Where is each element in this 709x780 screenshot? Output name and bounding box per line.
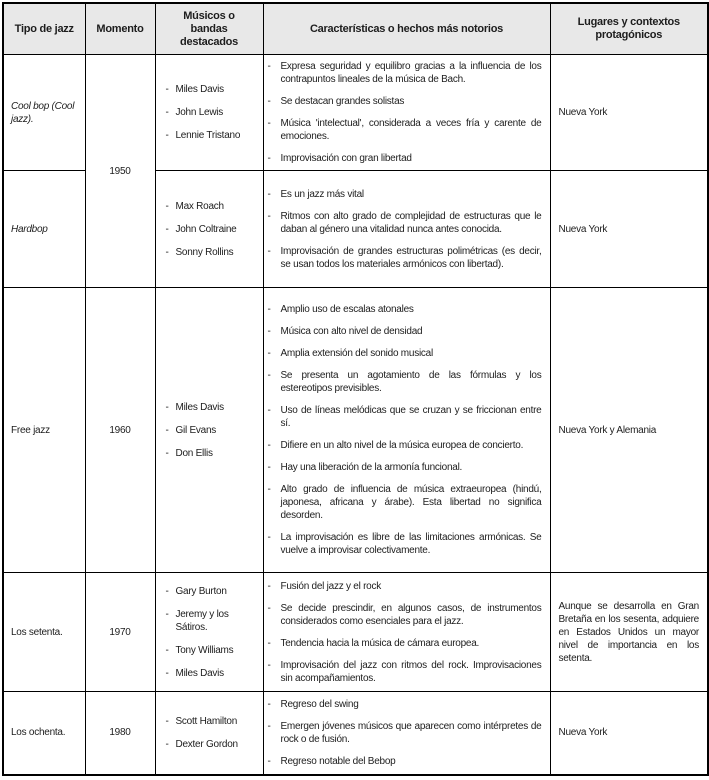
header-label: Tipo de jazz: [14, 22, 74, 35]
header-row: [3, 3, 708, 55]
cell-momento: 1970: [85, 573, 155, 692]
table-row-cool-bop: [3, 55, 708, 171]
cell-tipo-de-jazz: Los ochenta.: [3, 692, 85, 775]
cell-caracteristicas: [263, 573, 550, 692]
musician-item: - Max Roach: [166, 200, 260, 213]
cell-tipo-de-jazz: Free jazz: [3, 288, 85, 573]
cell-lugares: Nueva York: [550, 55, 708, 171]
caracteristica-item: - Alto grado de influencia de música extraeuropea (hindú, japonesa, africana y árabe). Esta libertad no significa desorden.: [268, 483, 542, 522]
musician-item: - Miles Davis: [166, 667, 260, 680]
table-row-free-jazz: [3, 288, 708, 573]
musician-item: - Gary Burton: [166, 585, 260, 598]
column-header-musicos: [155, 3, 263, 55]
musician-item: - John Coltraine: [166, 223, 260, 236]
caracteristica-item: - Hay una liberación de la armonía funcional.: [268, 461, 542, 474]
caracteristica-item: - La improvisación es libre de las limitaciones armónicas. Se vuelve a improvisar colectivamente.: [268, 531, 542, 557]
caracteristica-item: - Tendencia hacia la música de cámara europea.: [268, 637, 542, 650]
caracteristica-item: - Amplio uso de escalas atonales: [268, 303, 542, 316]
cell-tipo-de-jazz: Hardbop: [3, 171, 85, 288]
cell-musicos: [155, 288, 263, 573]
musician-item: - Jeremy y los Sátiros.: [166, 608, 260, 634]
caracteristica-item: - Música con alto nivel de densidad: [268, 325, 542, 338]
caracteristica-item: - Emergen jóvenes músicos que aparecen como intérpretes de rock o de fusión.: [268, 720, 542, 746]
column-header-momento: [85, 3, 155, 55]
musician-item: - Miles Davis: [166, 401, 260, 414]
cell-lugares: Nueva York: [550, 692, 708, 775]
cell-caracteristicas: [263, 171, 550, 288]
caracteristica-item: - Se destacan grandes solistas: [268, 95, 542, 108]
cell-lugares: Nueva York: [550, 171, 708, 288]
cell-musicos: [155, 171, 263, 288]
musician-item: - Dexter Gordon: [166, 738, 260, 751]
cell-momento: 1960: [85, 288, 155, 573]
table-row-los-ochenta: [3, 692, 708, 775]
caracteristica-item: - Improvisación con gran libertad: [268, 152, 542, 165]
column-header-tipo-de-jazz: [3, 3, 85, 55]
caracteristica-item: - Ritmos con alto grado de complejidad de estructuras que le daban al género una vitalidad nunca antes conocida.: [268, 210, 542, 236]
caracteristica-item: - Improvisación del jazz con ritmos del rock. Improvisaciones sin acompañamientos.: [268, 659, 542, 685]
caracteristica-item: - Uso de líneas melódicas que se cruzan y se friccionan entre sí.: [268, 404, 542, 430]
cell-musicos: [155, 55, 263, 171]
cell-tipo-de-jazz: Cool bop (Cool jazz).: [3, 55, 85, 171]
musician-item: - Tony Williams: [166, 644, 260, 657]
musician-item: - Sonny Rollins: [166, 246, 260, 259]
caracteristica-item: - Amplia extensión del sonido musical: [268, 347, 542, 360]
musician-item: - Gil Evans: [166, 424, 260, 437]
musician-item: - John Lewis: [166, 106, 260, 119]
jazz-history-table: [2, 2, 709, 776]
cell-musicos: [155, 692, 263, 775]
header-label: Músicos o bandas destacados: [179, 9, 239, 48]
header-label: Lugares y contextos protagónicos: [577, 16, 680, 41]
caracteristica-item: - Expresa seguridad y equilibro gracias a la influencia de los contrapuntos lineales de la música de Bach.: [268, 60, 542, 86]
cell-lugares: Nueva York y Alemania: [550, 288, 708, 573]
cell-lugares: Aunque se desarrolla en Gran Bretaña en los sesenta, adquiere en Estados Unidos un mayor nivel de importancia en los setenta.: [550, 573, 708, 692]
caracteristica-item: - Es un jazz más vital: [268, 188, 542, 201]
header-label: Características o hechos más notorios: [309, 22, 504, 35]
caracteristica-item: - Fusión del jazz y el rock: [268, 580, 542, 593]
cell-caracteristicas: [263, 692, 550, 775]
musician-item: - Miles Davis: [166, 83, 260, 96]
cell-momento: 1980: [85, 692, 155, 775]
caracteristica-item: - Difiere en un alto nivel de la música europea de concierto.: [268, 439, 542, 452]
musician-item: - Don Ellis: [166, 447, 260, 460]
caracteristica-item: - Se decide prescindir, en algunos casos, de instrumentos considerados como esenciales para el jazz.: [268, 602, 542, 628]
column-header-caracteristicas: [263, 3, 550, 55]
cell-musicos: [155, 573, 263, 692]
musician-item: - Scott Hamilton: [166, 715, 260, 728]
cell-tipo-de-jazz: Los setenta.: [3, 573, 85, 692]
column-header-lugares: [550, 3, 708, 55]
caracteristica-item: - Regreso notable del Bebop: [268, 755, 542, 768]
table-row-los-setenta: [3, 573, 708, 692]
musician-item: - Lennie Tristano: [166, 129, 260, 142]
caracteristica-item: - Improvisación de grandes estructuras polimétricas (es decir, se usan todos los materiales armónicos con libertad).: [268, 245, 542, 271]
caracteristica-item: - Música 'intelectual', considerada a veces fría y carente de emociones.: [268, 117, 542, 143]
cell-caracteristicas: [263, 288, 550, 573]
caracteristica-item: - Se presenta un agotamiento de las fórmulas y los estereotipos previsibles.: [268, 369, 542, 395]
cell-caracteristicas: [263, 55, 550, 171]
cell-momento: 1950: [85, 55, 155, 288]
header-label: Momento: [96, 22, 144, 35]
caracteristica-item: - Regreso del swing: [268, 698, 542, 711]
